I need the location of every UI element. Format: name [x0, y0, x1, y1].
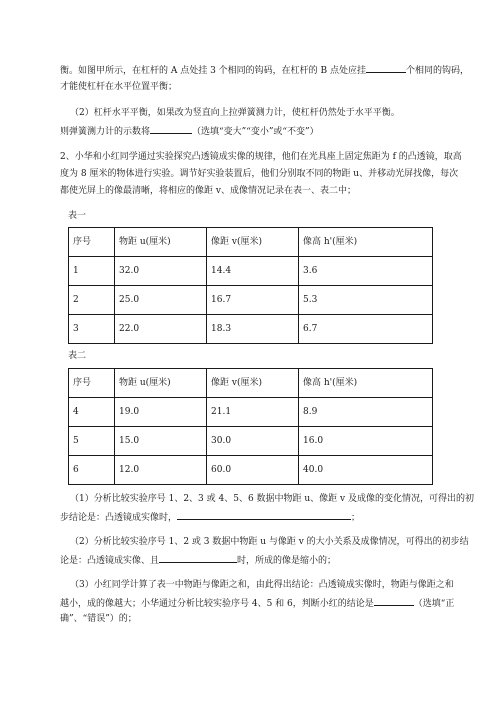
text-line: 都使光屏上的像最清晰，将相应的像距 v、成像情况记录在表一、表二中；: [60, 186, 356, 196]
header-cell: 像距 v(厘米): [207, 369, 299, 398]
text-line: （2）分析比较实验序号 1、2 或 3 数据中物距 u 与像距 v 的大小关系及成像情况，可得出的初步结: [70, 537, 469, 547]
table-row: [69, 286, 433, 315]
text-span: ；: [351, 513, 361, 523]
table-cell: 6.7: [299, 315, 433, 344]
text-span: 则弹簧测力计的示数将: [60, 127, 151, 137]
text-line: 才能使杠杆在水平位置平衡；: [60, 82, 178, 92]
text-line: （3）小红同学计算了表一中物距与像距之和，由此得出结论：凸透镜成实像时，物距与像距之和: [70, 580, 454, 590]
table-cell: 5: [69, 427, 115, 456]
text-span: 时，所成的像是缩小的；: [237, 556, 337, 566]
table-row: [69, 456, 433, 485]
header-cell: 序号: [69, 369, 115, 398]
table-row: [69, 257, 433, 286]
header-cell: 序号: [69, 228, 115, 257]
table-cell: 16.0: [299, 427, 433, 456]
table-cell: 5.3: [299, 286, 433, 315]
header-cell: 物距 u(厘米): [115, 369, 207, 398]
table-caption: 表一: [68, 211, 87, 221]
table-row: [69, 427, 433, 456]
text-span: （选填“正: [413, 599, 455, 609]
table-cell: 4: [69, 398, 115, 427]
table-cell: 18.3: [207, 315, 299, 344]
text-span: 步结论是：凸透镜成实像时，: [60, 513, 178, 523]
table-cell: 40.0: [299, 456, 433, 485]
header-cell: 像高 h'(厘米): [299, 228, 433, 257]
table-cell: 16.7: [207, 286, 299, 315]
table-header-row: [69, 228, 433, 257]
table-cell: 12.0: [115, 456, 207, 485]
table-cell: 30.0: [207, 427, 299, 456]
table-row: [69, 398, 433, 427]
text-line: [60, 552, 336, 568]
table-cell: 3: [69, 315, 115, 344]
table-cell: 3.6: [299, 257, 433, 286]
table-cell: 25.0: [115, 286, 207, 315]
text-line: [60, 595, 454, 611]
table-cell: 19.0: [115, 398, 207, 427]
text-line: （2）杠杆水平平衡，如果改为竖直向上拉弹簧测力计，使杠杆仍然处于水平平衡。: [70, 108, 400, 118]
text-line: [60, 123, 319, 139]
answer-blank[interactable]: [177, 509, 351, 520]
answer-blank[interactable]: [366, 62, 406, 73]
answer-blank[interactable]: [159, 552, 237, 563]
text-line: 确”、“错误”）的；: [60, 614, 137, 624]
data-table-2: [68, 368, 433, 485]
table-cell: 8.9: [299, 398, 433, 427]
table-cell: 6: [69, 456, 115, 485]
table-cell: 15.0: [115, 427, 207, 456]
table-cell: 32.0: [115, 257, 207, 286]
header-cell: 像距 v(厘米): [207, 228, 299, 257]
text-span: 论是：凸透镜成实像、且: [60, 556, 160, 566]
text-span: （选填“变大”“变小”或“不变”）: [192, 127, 319, 137]
text-span: 个相同的钩码，: [406, 66, 470, 76]
table-header-row: [69, 369, 433, 398]
table-cell: 60.0: [207, 456, 299, 485]
table-row: [69, 315, 433, 344]
text-line: [60, 509, 360, 525]
text-span: 衡。如图甲所示，在杠杆的 A 点处挂 3 个相同的钩码，在杠杆的 B 点处应挂: [60, 66, 367, 76]
table-caption: 表二: [68, 351, 87, 361]
table-cell: 14.4: [207, 257, 299, 286]
data-table-1: [68, 227, 433, 344]
text-line: 2、小华和小红同学通过实验探究凸透镜成实像的规律，他们在光具座上固定焦距为 f 的凸透镜，取高: [60, 152, 462, 162]
table-cell: 1: [69, 257, 115, 286]
answer-blank[interactable]: [150, 123, 192, 134]
header-cell: 物距 u(厘米): [115, 228, 207, 257]
text-line: 度为 8 厘米的物体进行实验。调节好实验装置后，他们分别取不同的物距 u、并移动光屏找像，每次: [60, 169, 459, 179]
table-cell: 2: [69, 286, 115, 315]
table-cell: 21.1: [207, 398, 299, 427]
header-cell: 像高 h'(厘米): [299, 369, 433, 398]
text-line: [60, 62, 469, 78]
table-cell: 22.0: [115, 315, 207, 344]
answer-blank[interactable]: [374, 595, 414, 606]
text-line: （1）分析比较实验序号 1、2、3 或 4、5、6 数据中物距 u、像距 v 及成像的变化情况，可得出的初: [70, 494, 474, 504]
text-span: 越小，成的像越大；小华通过分析比较实验序号 4、5 和 6，判断小红的结论是: [60, 599, 374, 609]
